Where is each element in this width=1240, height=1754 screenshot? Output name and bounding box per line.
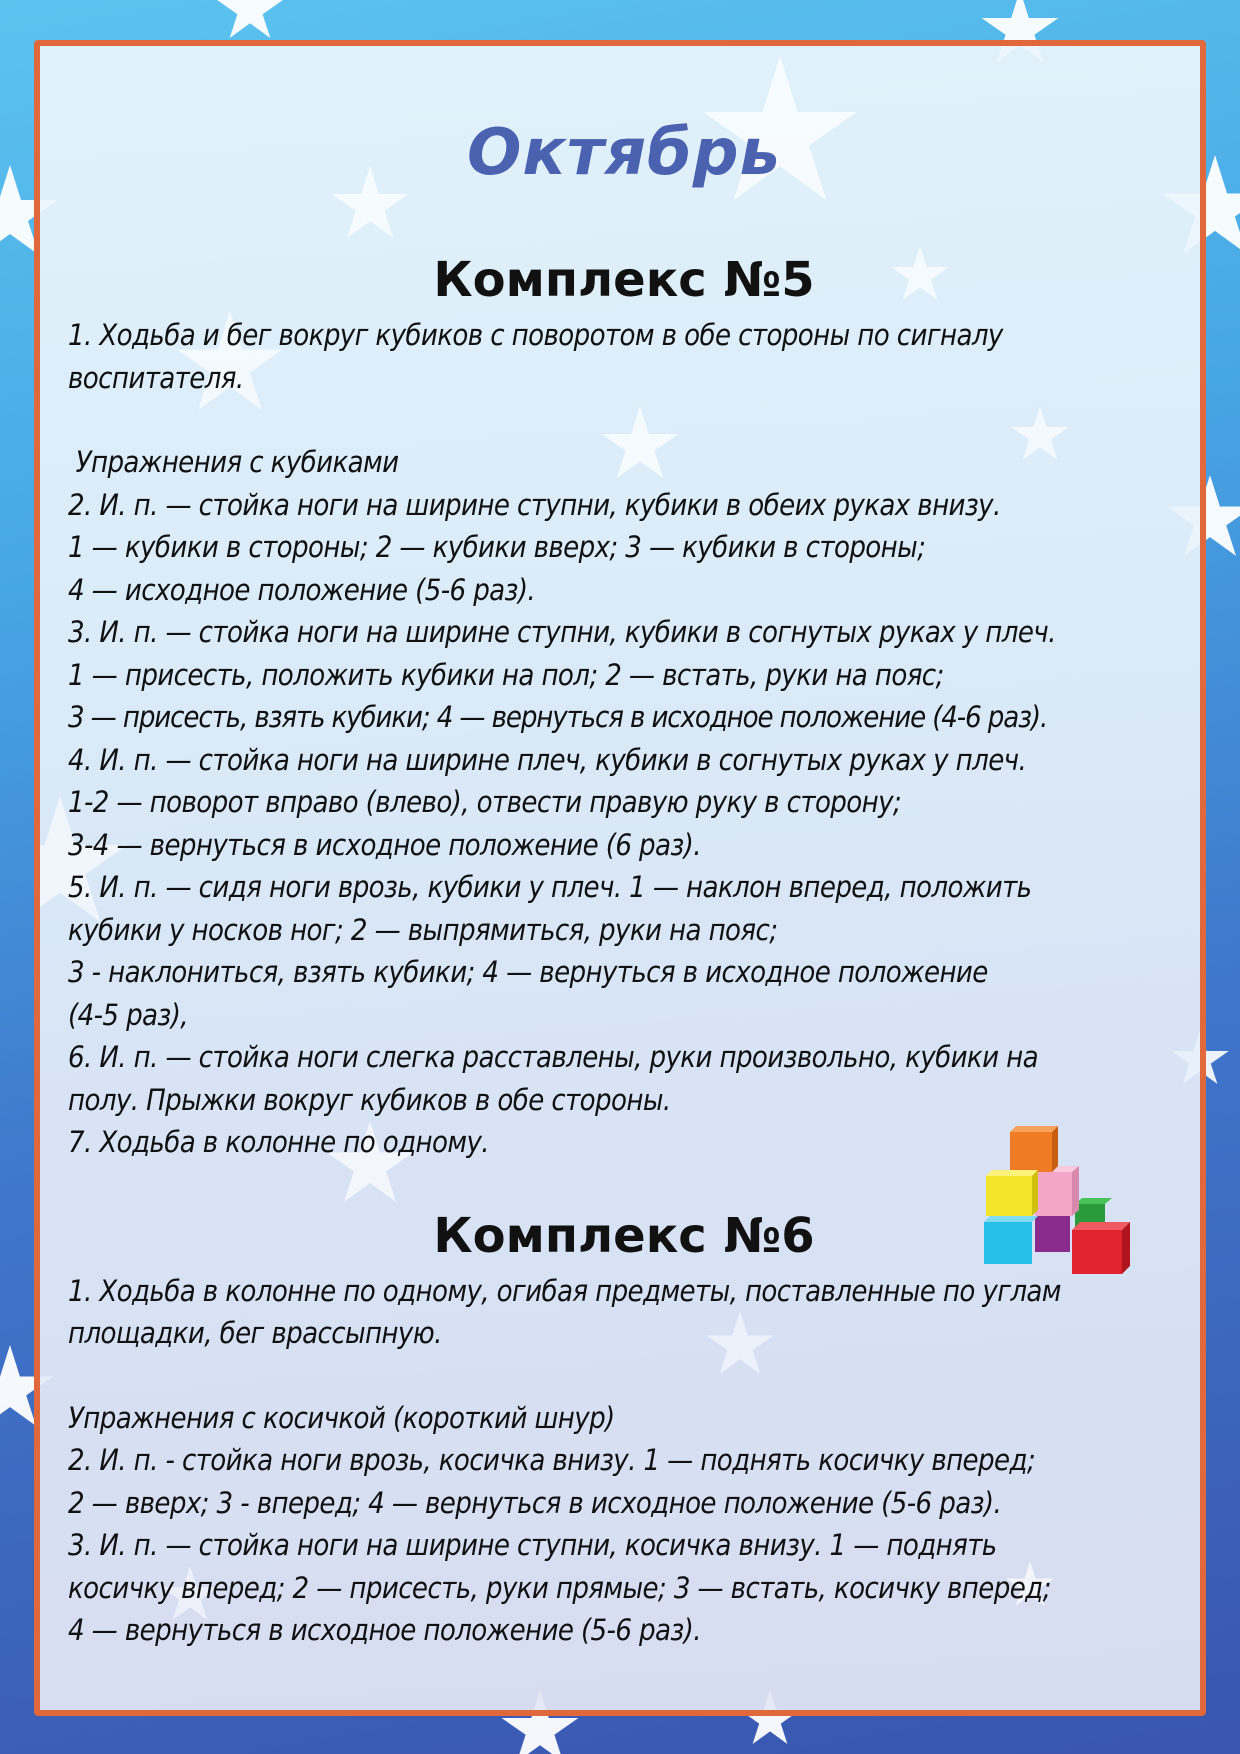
complex5-subheading: Упражнения с кубиками	[68, 445, 399, 479]
complex5-line: 5. И. п. — сидя ноги врозь, кубики у плеч. 1 — наклон вперед, положить	[68, 870, 1032, 904]
complex5-line: (4-5 раз),	[68, 997, 188, 1032]
complex5-intro-line: воспитателя.	[68, 360, 244, 395]
complex5-line: 3 - наклониться, взять кубики; 4 — вернуться в исходное положение	[68, 955, 988, 989]
complex5-line: 3. И. п. — стойка ноги на ширине ступни, кубики в согнутых руках у плеч.	[68, 615, 1056, 649]
complex6-line: косичку вперед; 2 — присесть, руки прямые; 3 — встать, косичку вперед;	[68, 1570, 1051, 1605]
complex5-line: 3-4 — вернуться в исходное положение (6 раз).	[68, 827, 701, 862]
complex6-intro-line: площадки, бег врассыпную.	[68, 1316, 442, 1350]
complex5-line: 1 — присесть, положить кубики на пол; 2 — встать, руки на пояс;	[68, 657, 944, 692]
complex5-line: полу. Прыжки вокруг кубиков в обе стороны.	[68, 1082, 671, 1117]
complex5-line: 4 — исходное положение (5-6 раз).	[68, 572, 536, 607]
complex5-line: кубики у носков ног; 2 — выпрямиться, руки на пояс;	[68, 912, 778, 947]
complex6-line: 2 — вверх; 3 - вперед; 4 — вернуться в исходное положение (5-6 раз).	[68, 1485, 1002, 1520]
complex5-line: 7. Ходьба в колонне по одному.	[68, 1125, 489, 1159]
complex5-line: 3 — присесть, взять кубики; 4 — вернуться в исходное положение (4-6 раз).	[68, 700, 1048, 734]
content-panel	[34, 40, 1206, 1716]
complex5-title: Комплекс №5	[433, 252, 815, 308]
complex5-line: 1 — кубики в стороны; 2 — кубики вверх; 3 — кубики в стороны;	[68, 530, 926, 564]
complex6-line: 2. И. п. - стойка ноги врозь, косичка внизу. 1 — поднять косичку вперед;	[68, 1443, 1036, 1477]
complex6-intro-line: 1. Ходьба в колонне по одному, огибая предметы, поставленные по углам	[68, 1273, 1061, 1308]
toy-cubes-icon	[980, 1124, 1140, 1284]
complex6-line: 3. И. п. — стойка ноги на ширине ступни, косичка внизу. 1 — поднять	[68, 1528, 997, 1562]
complex6-line: 4 — вернуться в исходное положение (5-6 раз).	[68, 1613, 701, 1647]
complex5-line: 2. И. п. — стойка ноги на ширине ступни, кубики в обеих руках внизу.	[68, 487, 1001, 522]
complex6-title: Комплекс №6	[433, 1207, 815, 1264]
complex5-line: 4. И. п. — стойка ноги на ширине плеч, кубики в согнутых руках у плеч.	[68, 742, 1027, 777]
month-title: Октябрь	[467, 116, 781, 190]
complex6-subheading: Упражнения с косичкой (короткий шнур)	[68, 1400, 615, 1435]
complex5-intro-line: 1. Ходьба и бег вокруг кубиков с поворотом в обе стороны по сигналу	[68, 318, 1003, 352]
complex5-line: 6. И. п. — стойка ноги слегка расставлены, руки произвольно, кубики на	[68, 1040, 1038, 1074]
document-content	[68, 76, 1180, 1652]
complex5-line: 1-2 — поворот вправо (влево), отвести правую руку в сторону;	[68, 785, 902, 819]
